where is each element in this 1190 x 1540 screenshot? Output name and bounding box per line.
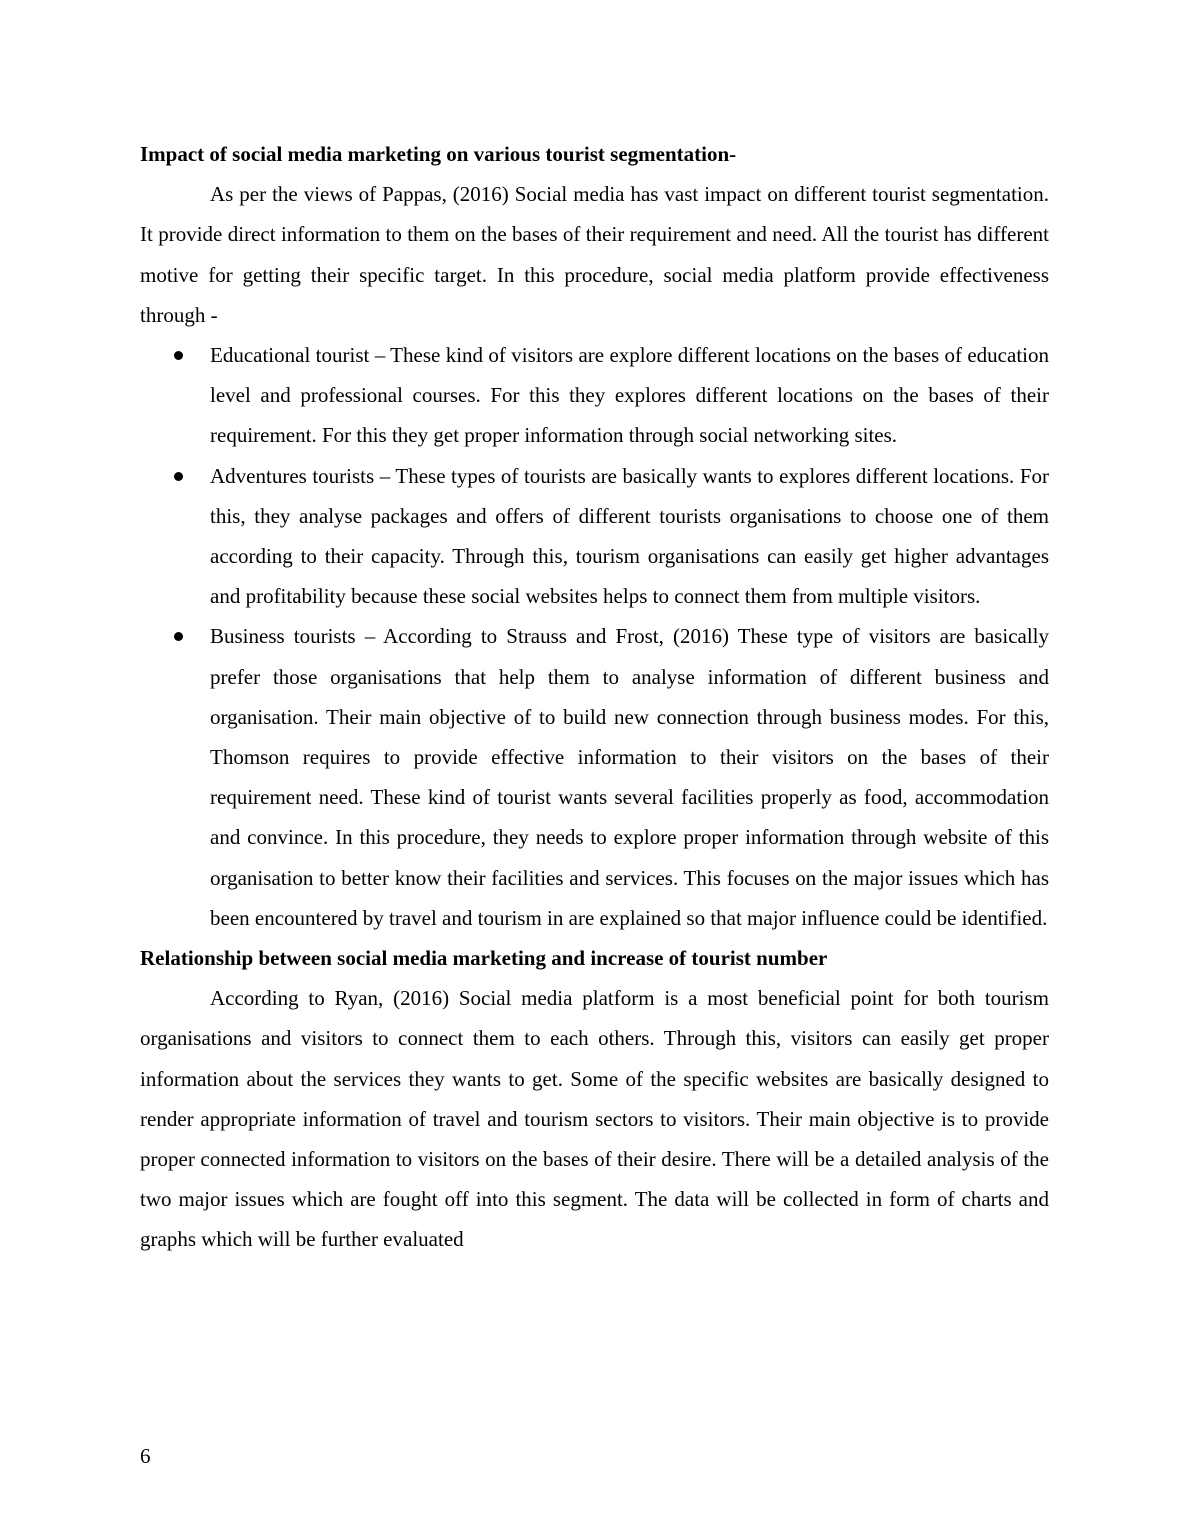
list-item-text: Adventures tourists – These types of tourists are basically wants to explores different locations. For this, they analyse packages and offers of different tourists organisations to choose one of them according to their capacity. Through this, tourism organisations can easily get higher advantages and profitability because these social websites helps to connect them from multiple visitors.	[210, 463, 1049, 609]
relationship-paragraph: According to Ryan, (2016) Social media platform is a most beneficial point for both tourism organisations and visitors to connect them to each others. Through this, visitors can easily get proper information about the services they wants to get. Some of the specific websites are basically designed to render appropriate information of travel and tourism sectors to visitors. Their main objective is to provide proper connected information to visitors on the bases of their desire. There will be a detailed analysis of the two major issues which are fought off into this segment. The data will be collected in form of charts and graphs which will be further evaluated	[140, 986, 1049, 1252]
list-item-text: Business tourists – According to Strauss and Frost, (2016) These type of visitors are basically prefer those organisations that help them to analyse information of different business and organisation. Their main objective of to build new connection through business modes. For this, Thomson requires to provide effective information to their visitors on the bases of their requirement need. These kind of tourist wants several facilities properly as food, accommodation and convince. In this procedure, they needs to explore proper information through website of this organisation to better know their facilities and services. This focuses on the major issues which has been encountered by travel and tourism in are explained so that major influence could be identified.	[210, 624, 1049, 930]
intro-paragraph: As per the views of Pappas, (2016) Social media has vast impact on different tourist segmentation. It provide direct information to them on the bases of their requirement and need. All the tourist has different motive for getting their specific target. In this procedure, social media platform provide effectiveness through -	[140, 182, 1049, 327]
page-number: 6	[140, 1444, 151, 1468]
list-item-text: Educational tourist – These kind of visitors are explore different locations on the bases of education level and professional courses. For this they explores different locations on the bases of their requirement. For this they get proper information through social networking sites.	[210, 343, 1049, 448]
bullet-icon	[174, 351, 183, 360]
list-item-educational	[210, 335, 1049, 456]
tourist-segment-list	[140, 335, 1049, 938]
page-content	[140, 134, 1049, 1260]
list-item-adventure	[210, 456, 1049, 617]
section-heading-impact: Impact of social media marketing on various tourist segmentation-	[140, 142, 737, 166]
bullet-icon	[174, 632, 183, 641]
section-heading-relationship: Relationship between social media marketing and increase of tourist number	[140, 946, 828, 971]
list-item-business	[210, 616, 1049, 938]
bullet-icon	[174, 472, 183, 481]
